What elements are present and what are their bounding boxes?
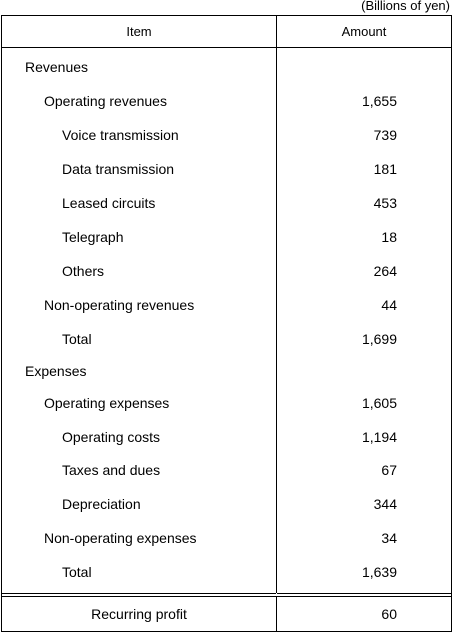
row-value: 264 — [373, 263, 397, 279]
row-value: 453 — [373, 195, 397, 211]
row-label: Data transmission — [62, 161, 175, 177]
row-label: Leased circuits — [62, 195, 156, 211]
row-value: 1,194 — [361, 429, 397, 445]
row-value: 1,605 — [361, 395, 397, 411]
table-row — [2, 487, 451, 521]
row-label: Operating expenses — [44, 395, 170, 411]
table-row — [2, 186, 451, 220]
header-amount: Amount — [341, 24, 387, 39]
table-row — [2, 254, 451, 288]
recurring-profit-value: 60 — [381, 606, 397, 622]
table-row — [2, 521, 451, 555]
row-label: Operating revenues — [44, 93, 167, 109]
row-value: 344 — [373, 496, 397, 512]
row-label: Taxes and dues — [62, 462, 161, 478]
table-row — [2, 420, 451, 454]
row-label: Others — [62, 263, 105, 279]
financial-table — [1, 15, 452, 632]
unit-note: (Billions of yen) — [361, 0, 450, 13]
row-label: Total — [62, 564, 92, 580]
row-label: Voice transmission — [62, 127, 179, 143]
row-value: 18 — [381, 229, 397, 245]
table-row — [2, 118, 451, 152]
row-label: Depreciation — [62, 496, 141, 512]
row-value: 1,699 — [361, 331, 397, 347]
rule-gap — [276, 593, 277, 596]
row-value: 739 — [373, 127, 397, 143]
table-row — [2, 322, 451, 356]
row-label: Non-operating revenues — [44, 297, 195, 313]
row-value: 1,655 — [361, 93, 397, 109]
row-value: 44 — [381, 297, 397, 313]
header-item: Item — [126, 24, 152, 39]
table-row — [2, 453, 451, 487]
table-row — [2, 84, 451, 118]
recurring-profit-label: Recurring profit — [91, 606, 187, 622]
table-row — [2, 354, 451, 388]
row-label: Telegraph — [62, 229, 124, 245]
row-value: 67 — [381, 462, 397, 478]
row-value: 181 — [373, 161, 397, 177]
row-value: 34 — [381, 530, 397, 546]
table-row — [2, 50, 451, 84]
table-header — [2, 16, 451, 48]
row-label: Non-operating expenses — [44, 530, 197, 546]
table-row — [2, 220, 451, 254]
table-row — [2, 288, 451, 322]
footer-column-divider — [276, 597, 277, 631]
row-label: Revenues — [25, 59, 89, 75]
table-row — [2, 152, 451, 186]
table-row — [2, 386, 451, 420]
row-label: Operating costs — [62, 429, 161, 445]
row-label: Expenses — [25, 363, 87, 379]
table-footer — [2, 593, 451, 631]
row-label: Total — [62, 331, 92, 347]
table-row — [2, 555, 451, 589]
row-value: 1,639 — [361, 564, 397, 580]
